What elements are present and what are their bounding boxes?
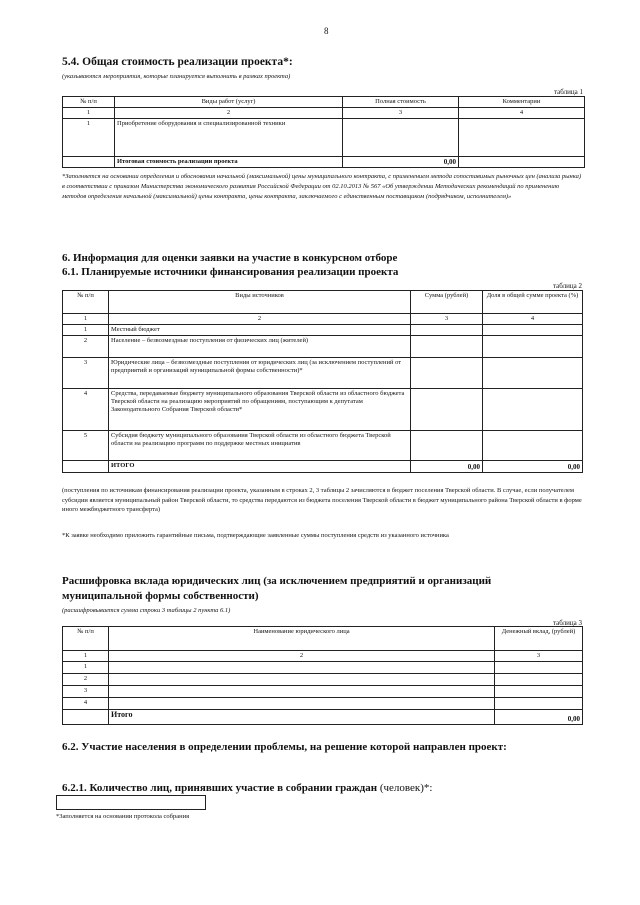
t1-header-work: Виды работ (услуг) xyxy=(115,97,343,108)
page-number: 8 xyxy=(324,26,329,36)
t2-colnum: 1 xyxy=(63,314,109,325)
t3-header-name: Наименование юридического лица xyxy=(109,627,495,651)
t2-row-sum xyxy=(411,358,483,389)
t2-colnum: 3 xyxy=(411,314,483,325)
section-6-2-1-label: 6.2.1. Количество лиц, принявших участие в собрании граждан xyxy=(62,782,378,794)
t1-header-cost: Полная стоимость xyxy=(343,97,459,108)
t2-row-sum xyxy=(411,325,483,336)
t2-row-num: 5 xyxy=(63,431,109,461)
table-3 xyxy=(62,626,583,725)
t3-row-name xyxy=(109,662,495,674)
t3-row-num: 3 xyxy=(63,686,109,698)
t2-row-source: Юридические лица – безвозмездные поступления от юридических лиц (за исключением поступлений от предприятий и организаций муниципальной формы собственности)* xyxy=(109,358,411,389)
t2-row-share xyxy=(483,358,583,389)
t1-colnum: 2 xyxy=(115,108,343,119)
t2-row-sum xyxy=(411,389,483,431)
section-5-4-subtitle: (указываются мероприятия, которые планируется выполнить в рамках проекта) xyxy=(62,73,291,80)
section-6-1-title: 6.1. Планируемые источники финансирования реализации проекта xyxy=(62,266,399,278)
t2-row-share xyxy=(483,336,583,358)
t3-row-num: 1 xyxy=(63,662,109,674)
t2-header-sum: Сумма (рублей) xyxy=(411,291,483,314)
t2-row-source: Субсидия бюджету муниципального образования Тверской области из областного бюджета Тверской области на реализацию программ по поддержке местных инициатив xyxy=(109,431,411,461)
section-6-2-1-unit: (человек)*: xyxy=(377,782,433,794)
t3-header-amount: Денежный вклад, (рублей) xyxy=(495,627,583,651)
t2-header-share: Доля в общей сумме проекта (%) xyxy=(483,291,583,314)
table-1-label: таблица 1 xyxy=(554,88,583,96)
t2-total-share: 0,00 xyxy=(483,461,583,473)
t2-row-source: Местный бюджет xyxy=(109,325,411,336)
t2-row-sum xyxy=(411,431,483,461)
t2-row-source: Население – безвозмездные поступления от физических лиц (жителей) xyxy=(109,336,411,358)
t3-colnum: 2 xyxy=(109,651,495,662)
table-2-note: (поступления по источникам финансирования реализации проекта, указанным в строках 2, 3 таблицы 2 зачисляются в бюджет поселения Тверской области. В случае, если получателем субсидии является муниципальный район Тверской области, то средства передаются из бюджета поселения Тверской области в бюджет муниципального района Тверской области в форме иного межбюджетного трансферта) xyxy=(62,487,582,513)
t2-colnum: 4 xyxy=(483,314,583,325)
t2-row-share xyxy=(483,389,583,431)
t3-header-num: № п/п xyxy=(63,627,109,651)
t1-row1-work: Приобретение оборудования и специализированной техники xyxy=(115,119,343,157)
t1-header-comments: Комментарии xyxy=(459,97,585,108)
t3-total-label: Итого xyxy=(109,710,495,725)
table-1 xyxy=(62,96,585,168)
t2-row-num: 3 xyxy=(63,358,109,389)
t3-row-amount xyxy=(495,686,583,698)
section-6-2-1-footnote: *Заполняется на основании протокола собрания xyxy=(56,813,190,820)
t2-header-num: № п/п xyxy=(63,291,109,314)
t3-row-num: 2 xyxy=(63,674,109,686)
t3-row-num: 4 xyxy=(63,698,109,710)
t2-total-sum: 0,00 xyxy=(411,461,483,473)
t2-colnum: 2 xyxy=(109,314,411,325)
t1-total-num xyxy=(63,157,115,168)
t3-colnum: 1 xyxy=(63,651,109,662)
table-2 xyxy=(62,290,583,473)
t3-row-name xyxy=(109,686,495,698)
t1-colnum: 3 xyxy=(343,108,459,119)
t3-total-num xyxy=(63,710,109,725)
t2-row-num: 4 xyxy=(63,389,109,431)
t2-row-num: 1 xyxy=(63,325,109,336)
t2-row-share xyxy=(483,431,583,461)
t1-colnum: 4 xyxy=(459,108,585,119)
section-6-2-title: 6.2. Участие населения в определении проблемы, на решение которой направлен проект: xyxy=(62,741,507,753)
t2-total-label: ИТОГО xyxy=(109,461,411,473)
legal-entities-subtitle: (расшифровывается сумма строки 3 таблицы 2 пункта 6.1) xyxy=(62,607,231,614)
t1-row1-cost xyxy=(343,119,459,157)
t2-total-num xyxy=(63,461,109,473)
t1-total-comment xyxy=(459,157,585,168)
t2-row-share xyxy=(483,325,583,336)
section-6-title: 6. Информация для оценки заявки на участие в конкурсном отборе xyxy=(62,252,398,264)
t1-header-num: № п/п xyxy=(63,97,115,108)
section-6-2-1-title xyxy=(62,782,432,794)
table-2-label: таблица 2 xyxy=(553,282,582,290)
table-3-label: таблица 3 xyxy=(553,619,582,627)
section-5-4-title: 5.4. Общая стоимость реализации проекта*: xyxy=(62,56,293,68)
t3-row-name xyxy=(109,674,495,686)
t2-row-num: 2 xyxy=(63,336,109,358)
t1-colnum: 1 xyxy=(63,108,115,119)
section-5-4-footnote: *Заполняется на основании определения и обоснования начальной (максимальной) цены муниципального контракта, с применением метода сопоставимых рыночных цен (анализа рынка) в соответствии с приказом Министерства экономического развития Российской Федерации от 02.10.2013 № 567 «Об утверждении Методических рекомендаций по применению методов определения начальной (максимальной) цены контракта, цены контракта, заключаемого с единственным поставщиком (подрядчиком, исполнителем)» xyxy=(62,173,582,200)
t1-total-value: 0,00 xyxy=(343,157,459,168)
t3-row-amount xyxy=(495,662,583,674)
t1-total-label: Итоговая стоимость реализации проекта xyxy=(115,157,343,168)
t2-header-source: Виды источников xyxy=(109,291,411,314)
t3-row-amount xyxy=(495,698,583,710)
t1-row1-num: 1 xyxy=(63,119,115,157)
t2-row-sum xyxy=(411,336,483,358)
participants-count-input[interactable] xyxy=(56,795,206,810)
t3-row-name xyxy=(109,698,495,710)
legal-entities-title: Расшифровка вклада юридических лиц (за исключением предприятий и организаций муниципальной формы собственности) xyxy=(62,575,492,602)
t3-row-amount xyxy=(495,674,583,686)
t3-colnum: 3 xyxy=(495,651,583,662)
t1-row1-comment xyxy=(459,119,585,157)
t3-total-value: 0,00 xyxy=(495,710,583,725)
t2-row-source: Средства, передаваемые бюджету муниципального образования Тверской области из областного бюджета Тверской области на реализацию мероприятий по обращениям, поступающим к депутатам Законодательного Собрания Тверской области* xyxy=(109,389,411,431)
guarantee-letters-note: *К заявке необходимо приложить гарантийные письма, подтверждающие заявленные суммы поступления средств из указанного источника xyxy=(62,532,449,539)
